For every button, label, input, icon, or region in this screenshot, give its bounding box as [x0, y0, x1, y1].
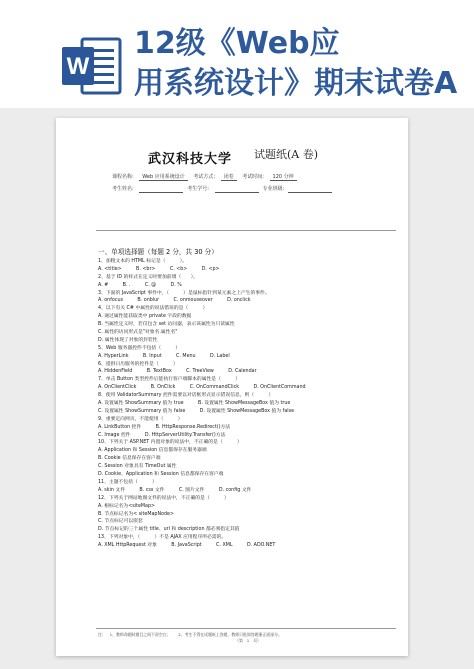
question-line: B. 当属性定义时，若仅包含 set 访问器，表示该属性为只读属性 [98, 322, 235, 328]
cover-title-line2: 用系统设计》期末试卷A [134, 66, 458, 101]
question-line: A. onfocus B. onblur C. onmouseover D. onclick [98, 298, 251, 304]
cover-title-line1: 12级《Web应 [134, 26, 340, 61]
question-line: A. LinkButton 控件 B. HttpResponse.Redirect()方法 [98, 424, 231, 430]
cover-title [134, 24, 474, 104]
question-line: 1、加粗文本的 HTML 标记是（ ）。 [98, 259, 188, 264]
question-line: 10、下列关于 ASP.NET 内置对象的说法中，不正确的是（ ） [98, 440, 242, 446]
question-line: 5、Web 服务器控件不包括（ ） [98, 345, 181, 351]
course-label: 课程名称: [112, 174, 134, 180]
question-line: C. 属性的访问形式是"对象名.属性名" [98, 330, 178, 336]
paper-kind: 试题纸(A 卷) [254, 148, 319, 161]
question-line: A. 根标记名为<siteMap> [98, 503, 156, 509]
question-line: D. Cookie、Application 和 Session 信息都保存在客户端 [98, 472, 224, 478]
paper-footer [98, 632, 398, 644]
question-line: A. HyperLink B. Input C. Menu D. Label [98, 353, 230, 359]
section-title: 一、单项选择题（每题 2 分，共 30 分） [98, 248, 218, 256]
class-label: 专业班级: [262, 186, 285, 192]
question-line: A. # B. . C. @ D. % [98, 282, 182, 288]
question-line: C. Session 对象具有 TimeOut 属性 [98, 464, 177, 470]
question-line: D. 属性体现了对象的封装性 [98, 337, 158, 343]
question-line: 6、提供日历服务的控件是（ ） [98, 361, 178, 367]
exam-paper [56, 118, 408, 656]
exam-method-label: 考试方式: [193, 174, 216, 180]
exam-time-label: 考试时间: [242, 174, 264, 180]
question-list [98, 258, 403, 550]
question-line: 8、使用 ValidatorSummary 控件需要以对话框形式显示错误信息，则（ ） [98, 393, 274, 399]
exam-method-value: 闭卷 [221, 174, 237, 181]
exam-time-value: 120 分钟 [270, 174, 297, 181]
name-label: 考生姓名: [112, 186, 134, 192]
word-document-icon [60, 35, 122, 97]
divider-top [96, 230, 396, 231]
question-line: C. Image 控件 D. HttpServerUtility.Transfer()方法 [98, 432, 226, 438]
question-line: C. 设置属性 ShowSummary 值为 false D. 设置属性 ShowMessageBox 值为 false [98, 408, 295, 414]
question-line: 13、下列对象中，（ ）不是 AJAX 应用程序所必需的。 [98, 535, 227, 541]
question-line: 2、基于 ID 的样式在定义时要加前缀（ ）。 [98, 274, 198, 280]
question-line: A. Application 和 Session 信息都保存在服务器端 [98, 448, 207, 454]
question-line: 12、下列关于网站地图文件的说法中，不正确的是（ ） [98, 495, 229, 501]
question-line: B. Cookie 信息保存在客户端 [98, 456, 161, 462]
question-line: 3、下面的 JavaScript 事件中，（ ）是鼠标指针到某元素之上产生的事件。 [98, 290, 270, 296]
question-line: A. 设置属性 ShowSummary 值为 true B. 设置属性 ShowMessageBox 值为 true [98, 401, 291, 407]
divider-bottom [96, 628, 396, 629]
question-line: C. 节点标记可以嵌套 [98, 519, 143, 525]
question-line: A. 通过属性能获取类中 private 字段的数据 [98, 314, 192, 320]
question-line: A. HiddenField B. TextBox C. TreeView D. Calendar [98, 369, 257, 375]
question-line: A. skin 文件 B. css 文件 C. 图片文件 D. config 文件 [98, 487, 252, 493]
name-blank[interactable] [139, 186, 183, 193]
question-line: D. 节点标记的三个属性 title、url 和 description 都必须指定其值 [98, 527, 240, 533]
question-line: B. 节点标记名为< siteMapNode> [98, 511, 174, 517]
page-number: （第 1 页） [235, 638, 261, 643]
question-line: A. XML HttpRequest 对象 B. JavaScript C. XML D. ADO.NET [98, 543, 276, 549]
school-name: 武汉科技大学 [148, 152, 233, 167]
question-line: A. <title> B. <br> C. <b> D. <p> [98, 266, 220, 272]
class-blank[interactable] [288, 186, 332, 193]
question-line: A. OnClientClick B. OnClick C. OnCommandClick D. OnClientCommand [98, 385, 306, 391]
course-info-row [112, 173, 301, 180]
course-value: Web 应用系统设计 [139, 174, 188, 181]
question-line: 7、单击 Button 类型控件后能执行客户端脚本的属性是（ ） [98, 377, 241, 383]
word-logo-letter: W [66, 53, 90, 80]
question-line: 11、主题不包括（ ） [98, 479, 157, 485]
question-line: 9、重要定向网页，不能使用（ ） [98, 416, 183, 422]
id-label: 考生学号: [187, 186, 209, 192]
student-info-row [112, 185, 336, 192]
footer-note: 注： 1、教师命题时题目之间不留空白； 2、考生不得在试题纸上答题，教师只批阅答题册正面部分。 [98, 632, 282, 637]
question-line: 4、以下有关 C# 中属性的说法错误的是（ ） [98, 306, 208, 312]
id-blank[interactable] [215, 186, 259, 193]
